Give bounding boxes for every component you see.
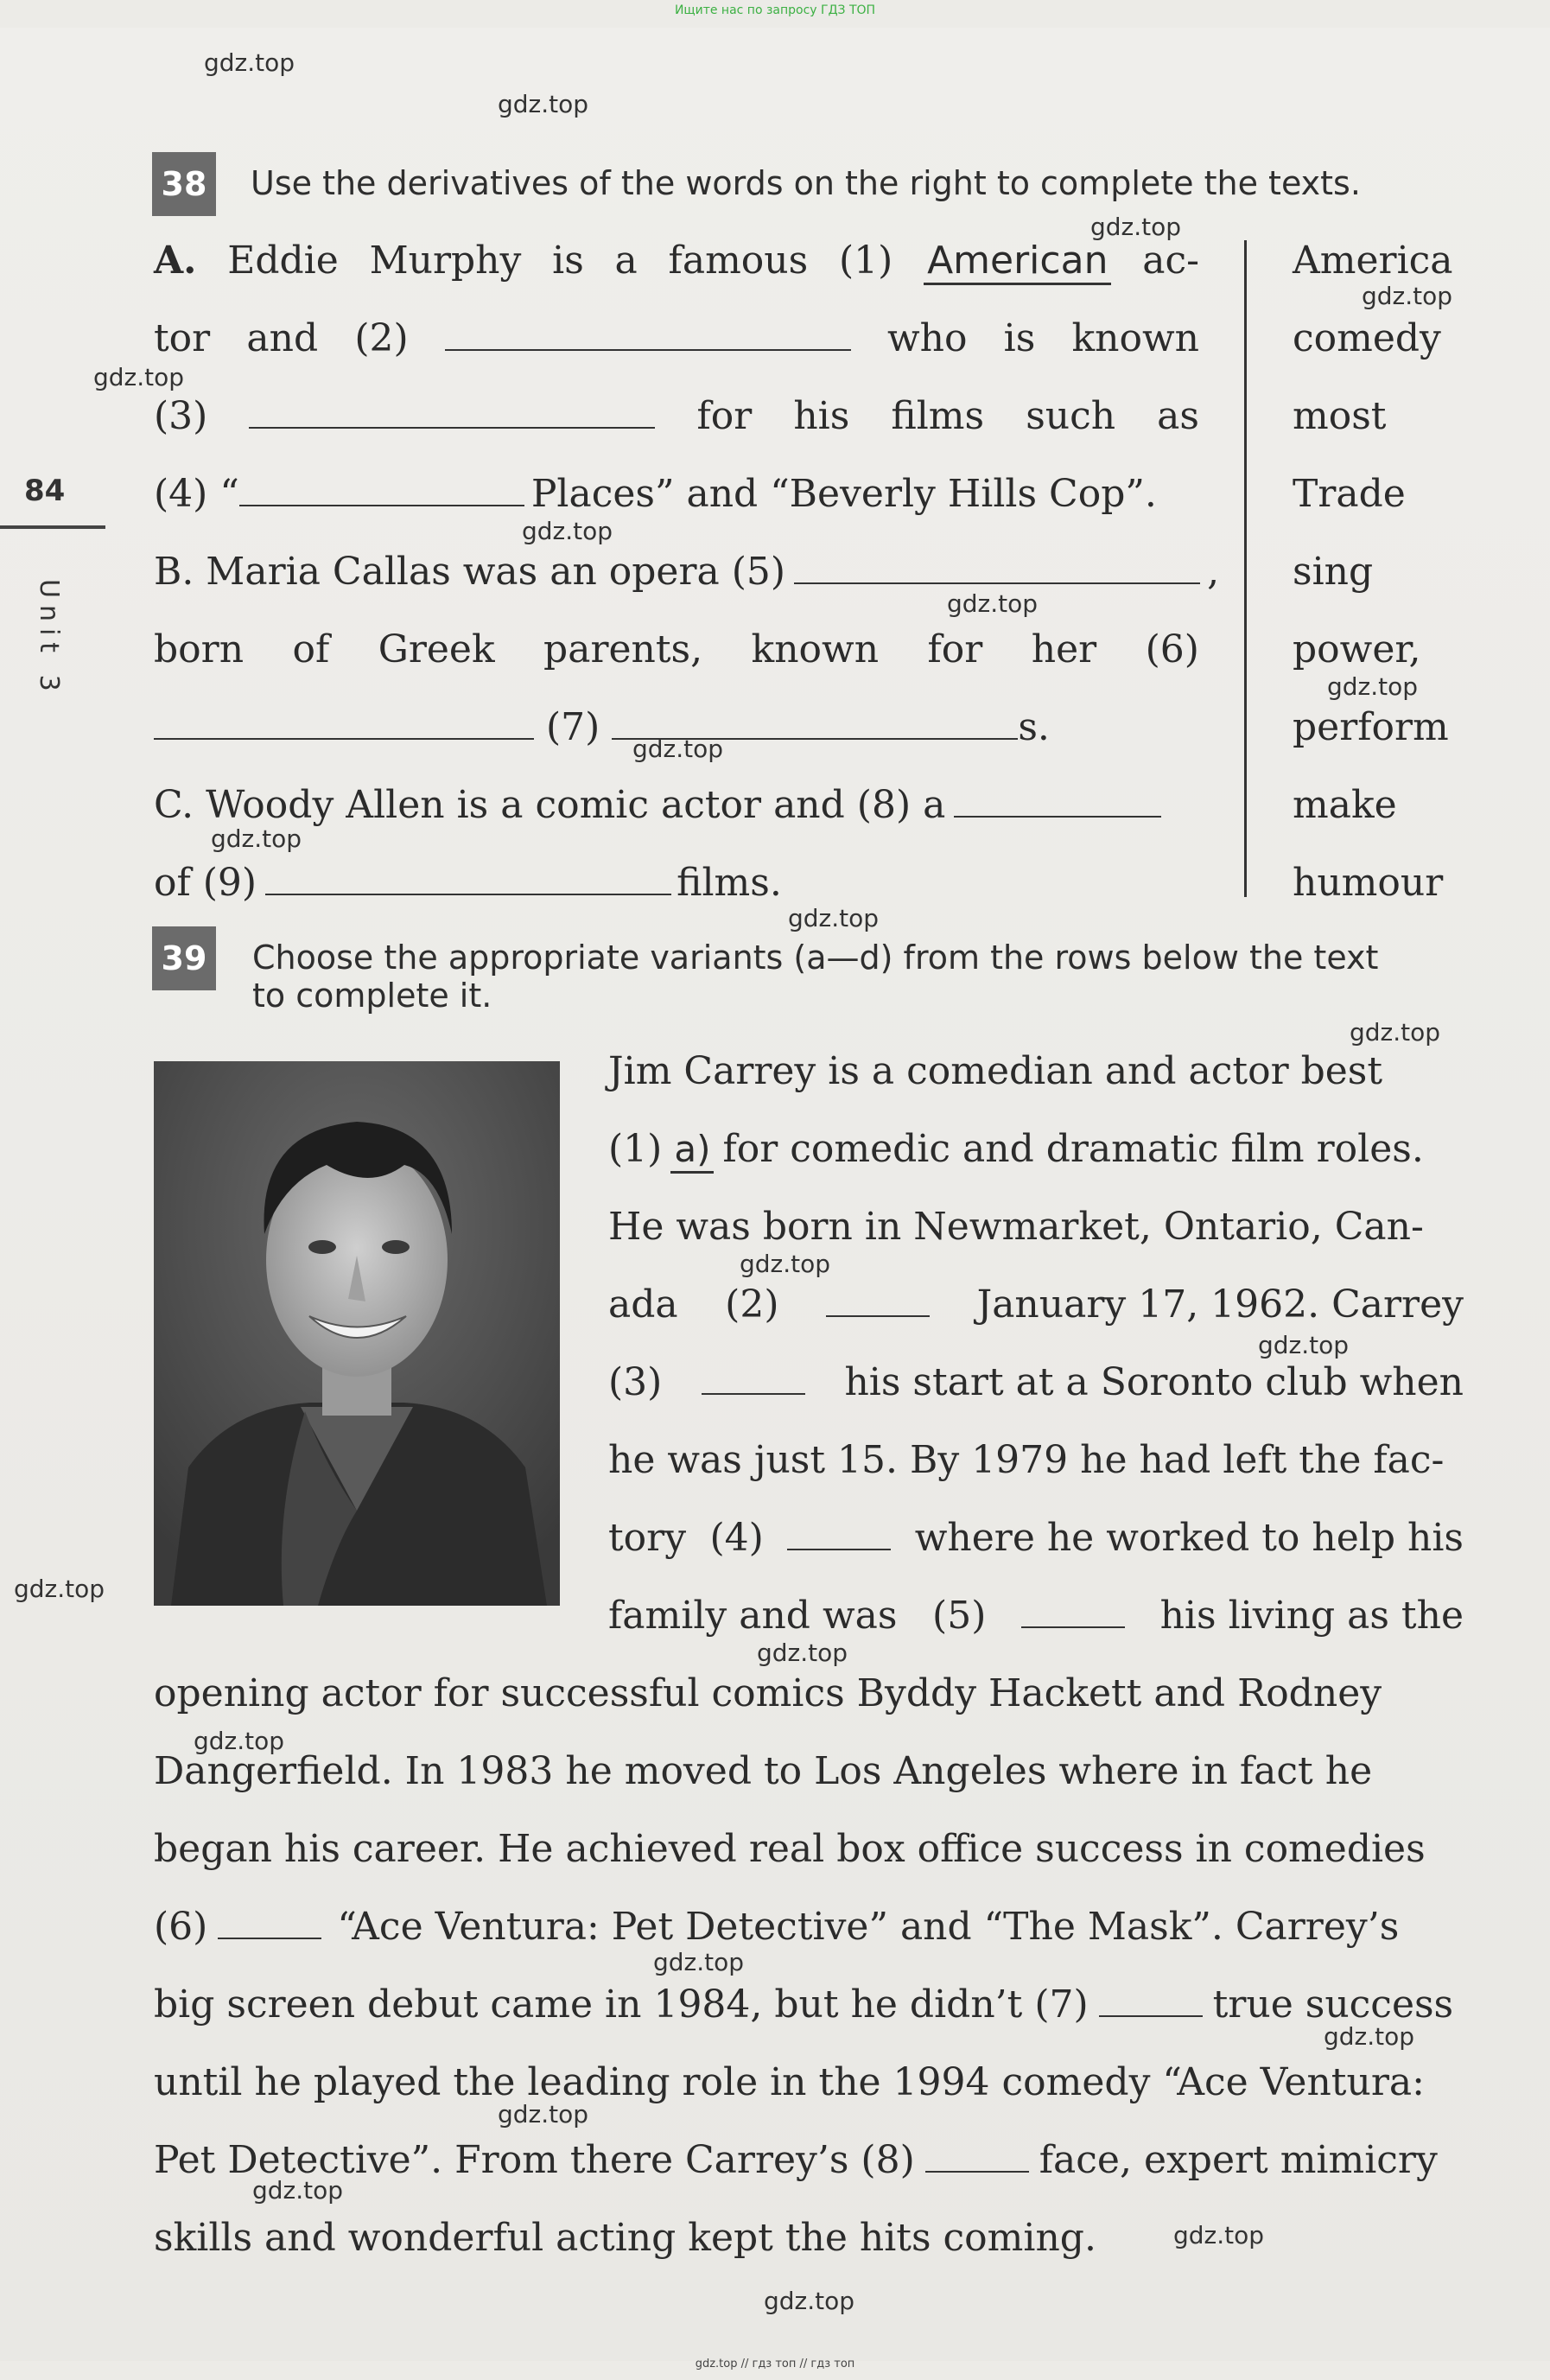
watermark: gdz.top (498, 2100, 589, 2129)
portrait-image (154, 1061, 560, 1606)
blank-39-3[interactable] (702, 1360, 805, 1395)
exercise-39-instruction-cont: to complete it. (252, 977, 492, 1015)
footer-note: gdz.top // гдз топ // гдз топ (695, 2358, 855, 2370)
watermark: gdz.top (522, 517, 613, 545)
exercise-39-number: 39 (152, 926, 216, 990)
blank-8[interactable] (954, 783, 1161, 818)
watermark: gdz.top (1362, 282, 1453, 310)
ex39-line-9: opening actor for successful comics Byddy Hackett and Rodney (154, 1671, 1382, 1715)
ex39-line-3: He was born in Newmarket, Ontario, Can- (608, 1205, 1424, 1249)
blank-6[interactable] (154, 705, 534, 740)
exercise-38-instruction: Use the derivatives of the words on the right to complete the texts. (251, 164, 1361, 202)
word-2: comedy (1293, 316, 1441, 360)
ex39-line-11: began his career. He achieved real box office success in comedies (154, 1827, 1426, 1871)
blank-39-6[interactable] (218, 1905, 321, 1939)
blank-39-2[interactable] (826, 1282, 930, 1317)
watermark: gdz.top (757, 1639, 848, 1667)
word-column-divider (1244, 240, 1247, 897)
ex38-line-5: B. Maria Callas was an opera (5) , (154, 550, 1220, 594)
watermark: gdz.top (498, 90, 589, 118)
ex39-line-7: tory (4) where he worked to help his (608, 1516, 1464, 1560)
word-8: make (1293, 783, 1397, 827)
word-3: most (1293, 394, 1387, 438)
ex39-line-12: (6) “Ace Ventura: Pet Detective” and “The Mask”. Carrey’s (154, 1905, 1400, 1949)
exercise-39-instruction: Choose the appropriate variants (a—d) from the rows below the text (252, 939, 1379, 977)
unit-label: Unit 3 (34, 579, 64, 698)
blank-3[interactable] (249, 394, 655, 429)
blank-9[interactable] (265, 861, 671, 895)
word-6: power, (1293, 627, 1421, 671)
watermark: gdz.top (252, 2176, 344, 2205)
watermark: gdz.top (1090, 213, 1182, 241)
watermark: gdz.top (1327, 672, 1419, 701)
word-5: sing (1293, 550, 1374, 594)
word-4: Trade (1293, 472, 1406, 516)
blank-2[interactable] (445, 316, 851, 351)
blank-39-8[interactable] (925, 2138, 1029, 2173)
ex39-line-16: skills and wonderful acting kept the hits coming. (154, 2216, 1096, 2260)
ex39-line-15: Pet Detective”. From there Carrey’s (8) face, expert mimicry (154, 2138, 1438, 2182)
ex39-line-2: (1) a) for comedic and dramatic film roles. (608, 1123, 1424, 1175)
watermark: gdz.top (740, 1250, 831, 1278)
ex38-line-4: (4) “ Places” and “Beverly Hills Cop”. (154, 472, 1157, 516)
actor-photo (154, 1061, 560, 1606)
blank-4[interactable] (239, 472, 524, 506)
header-note: Ищите нас по запросу ГДЗ ТОП (674, 3, 876, 17)
blank-5[interactable] (794, 550, 1200, 584)
ex39-line-13: big screen debut came in 1984, but he didn’t (7) true success (154, 1982, 1454, 2027)
ex38-line-3: (3) for his films such as (154, 394, 1199, 438)
word-1: America (1293, 239, 1453, 283)
answer-1: American (924, 239, 1111, 285)
watermark: gdz.top (211, 824, 302, 853)
ex39-line-5: (3) his start at a Soronto club when (608, 1360, 1464, 1404)
ex38-line-9: of (9) films. (154, 861, 782, 905)
watermark: gdz.top (1350, 1018, 1441, 1047)
watermark: gdz.top (14, 1575, 105, 1603)
ex38-line-8: C. Woody Allen is a comic actor and (8) a (154, 780, 1161, 831)
blank-39-4[interactable] (787, 1516, 891, 1550)
watermark: gdz.top (1324, 2022, 1415, 2051)
watermark: gdz.top (194, 1727, 285, 1755)
ex39-line-14: until he played the leading role in the 1994 comedy “Ace Ventura: (154, 2060, 1425, 2104)
ex39-line-1: Jim Carrey is a comedian and actor best (608, 1049, 1383, 1093)
ex38-line-1: A. Eddie Murphy is a famous (1) American ac- (154, 235, 1199, 287)
watermark: gdz.top (653, 1948, 745, 1976)
word-9: humour (1293, 861, 1444, 905)
ex39-line-6: he was just 15. By 1979 he had left the fac- (608, 1438, 1445, 1482)
blank-7[interactable] (612, 705, 1018, 740)
watermark: gdz.top (947, 589, 1039, 618)
blank-39-5[interactable] (1021, 1594, 1125, 1628)
answer-39-1: a) (670, 1128, 714, 1174)
page-number-rule (0, 525, 105, 529)
watermark: gdz.top (1258, 1331, 1350, 1359)
ex39-line-10: Dangerfield. In 1983 he moved to Los Angeles where in fact he (154, 1749, 1373, 1793)
watermark: gdz.top (632, 735, 724, 763)
ex38-line-6: born of Greek parents, known for her (6) (154, 627, 1199, 671)
watermark: gdz.top (764, 2287, 855, 2315)
exercise-38-number: 38 (152, 152, 216, 216)
watermark: gdz.top (204, 48, 295, 77)
ex39-line-4: ada (2) January 17, 1962. Carrey (608, 1282, 1464, 1327)
page-number: 84 (24, 474, 66, 508)
watermark: gdz.top (93, 363, 185, 391)
blank-39-7[interactable] (1099, 1982, 1203, 2017)
watermark: gdz.top (788, 904, 880, 932)
ex38-line-7: (7) s. (154, 702, 1050, 754)
word-7: perform (1293, 705, 1449, 749)
watermark: gdz.top (1173, 2221, 1265, 2250)
ex38-line-2: tor and (2) who is known (154, 316, 1199, 360)
ex39-line-8: family and was (5) his living as the (608, 1594, 1464, 1638)
